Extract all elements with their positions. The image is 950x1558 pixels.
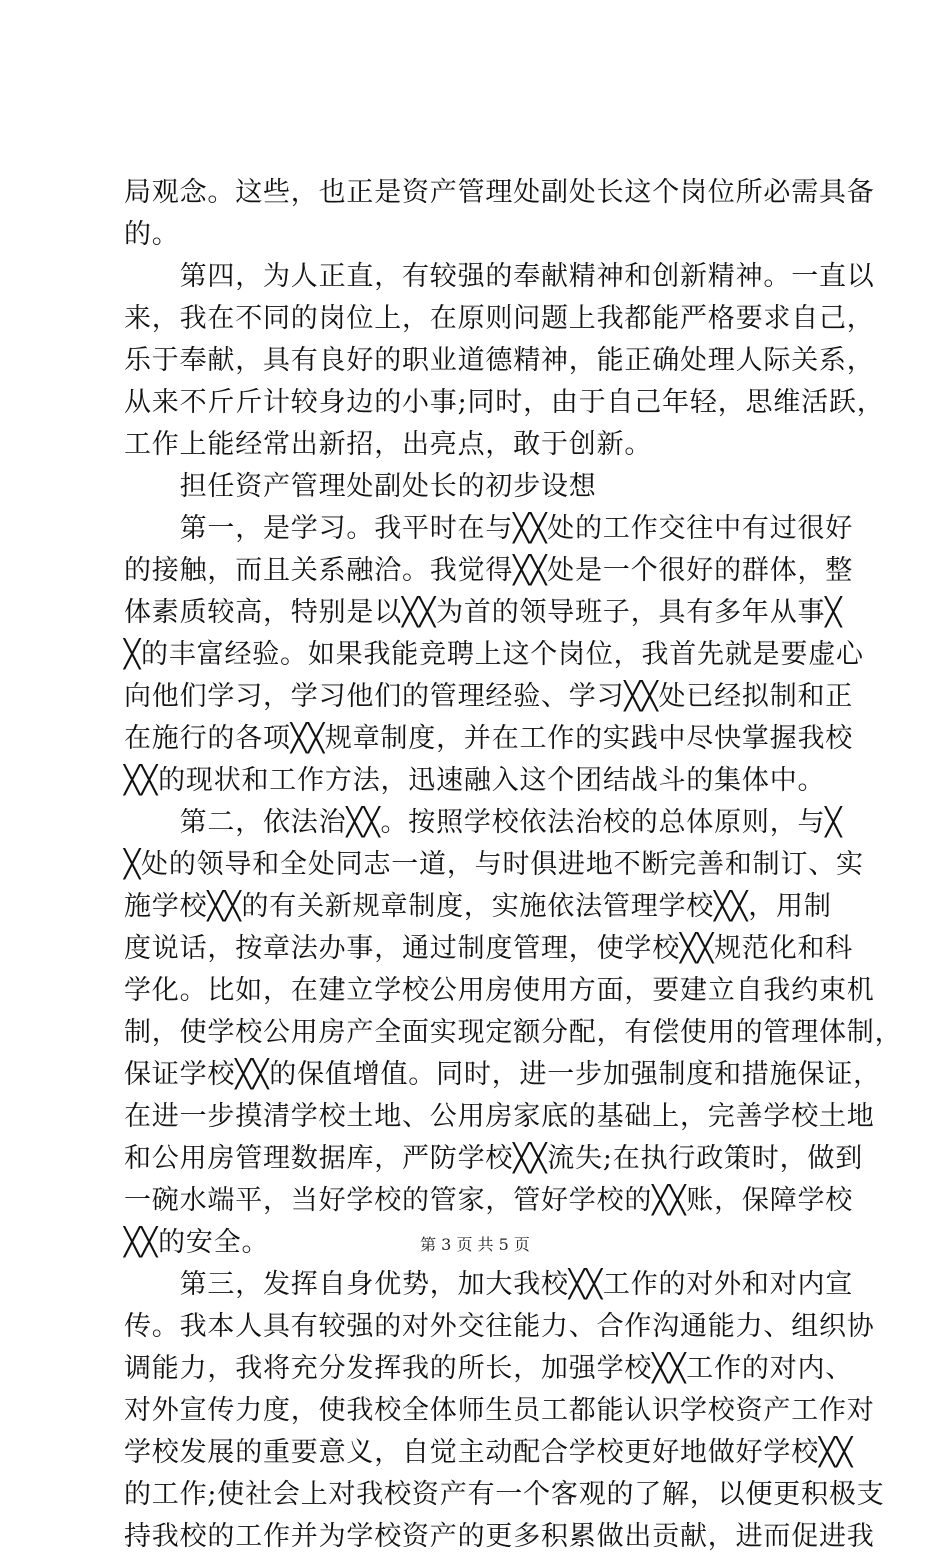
text-line: ╳╳的安全。 — [124, 1227, 270, 1258]
text-line: 和公用房管理数据库，严防学校╳╳流失;在执行政策时，做到 — [124, 1143, 864, 1174]
text-line: 传。我本人具有较强的对外交往能力、合作沟通能力、组织协 — [124, 1311, 875, 1342]
text-line: 担任资产管理处副处长的初步设想 — [124, 471, 597, 502]
text-line: 来，我在不同的岗位上，在原则问题上我都能严格要求自己， — [124, 303, 875, 334]
text-line: 保证学校╳╳的保值增值。同时，进一步加强制度和措施保证， — [124, 1059, 881, 1090]
text-line: 持我校的工作并为学校资产的更多积累做出贡献，进而促进我 — [124, 1521, 875, 1552]
text-line: 第一，是学习。我平时在与╳╳处的工作交往中有过很好 — [124, 513, 854, 544]
text-line: 乐于奉献，具有良好的职业道德精神，能正确处理人际关系， — [124, 345, 875, 376]
text-line: 对外宣传力度，使我校全体师生员工都能认识学校资产工作对 — [124, 1395, 875, 1426]
text-line: 从来不斤斤计较身边的小事;同时，由于自己年轻，思维活跃， — [124, 387, 885, 418]
text-line: 在进一步摸清学校土地、公用房家底的基础上，完善学校土地 — [124, 1101, 875, 1132]
text-line: 在施行的各项╳╳规章制度，并在工作的实践中尽快掌握我校 — [124, 723, 854, 754]
text-line: 的工作;使社会上对我校资产有一个客观的了解，以便更积极支 — [124, 1479, 885, 1510]
document-body — [124, 172, 903, 1558]
text-line: 学化。比如，在建立学校公用房使用方面，要建立自我约束机 — [124, 975, 875, 1006]
text-line: 一碗水端平，当好学校的管家，管好学校的╳╳账，保障学校 — [124, 1185, 854, 1216]
text-line: 的。 — [124, 219, 180, 250]
text-line: 工作上能经常出新招，出亮点，敢于创新。 — [124, 429, 653, 460]
page-footer: 第 3 页 共 5 页 — [420, 1235, 530, 1254]
text-line: 调能力，我将充分发挥我的所长，加强学校╳╳工作的对内、 — [124, 1353, 854, 1384]
text-line: 学校发展的重要意义，自觉主动配合学校更好地做好学校╳╳ — [124, 1437, 854, 1468]
text-line: ╳╳的现状和工作方法，迅速融入这个团结战斗的集体中。 — [124, 765, 826, 796]
text-line: 第二，依法治╳╳。按照学校依法治校的总体原则，与╳ — [124, 807, 843, 838]
text-line: 第三，发挥自身优势，加大我校╳╳工作的对外和对内宣 — [124, 1269, 854, 1300]
text-line: 的接触，而且关系融洽。我觉得╳╳处是一个很好的群体，整 — [124, 555, 854, 586]
text-line: 向他们学习，学习他们的管理经验、学习╳╳处已经拟制和正 — [124, 681, 854, 712]
text-line: ╳的丰富经验。如果我能竞聘上这个岗位，我首先就是要虚心 — [124, 639, 864, 670]
text-line: ╳处的领导和全处同志一道，与时俱进地不断完善和制订、实 — [124, 849, 864, 880]
text-line: 制，使学校公用房产全面实现定额分配，有偿使用的管理体制， — [124, 1017, 903, 1048]
text-line: 局观念。这些，也正是资产管理处副处长这个岗位所必需具备 — [124, 177, 875, 208]
text-line: 体素质较高，特别是以╳╳为首的领导班子，具有多年从事╳ — [124, 597, 843, 628]
text-line: 第四，为人正直，有较强的奉献精神和创新精神。一直以 — [124, 261, 875, 292]
text-line: 施学校╳╳的有关新规章制度，实施依法管理学校╳╳，用制 — [124, 891, 832, 922]
text-line: 度说话，按章法办事，通过制度管理，使学校╳╳规范化和科 — [124, 933, 854, 964]
